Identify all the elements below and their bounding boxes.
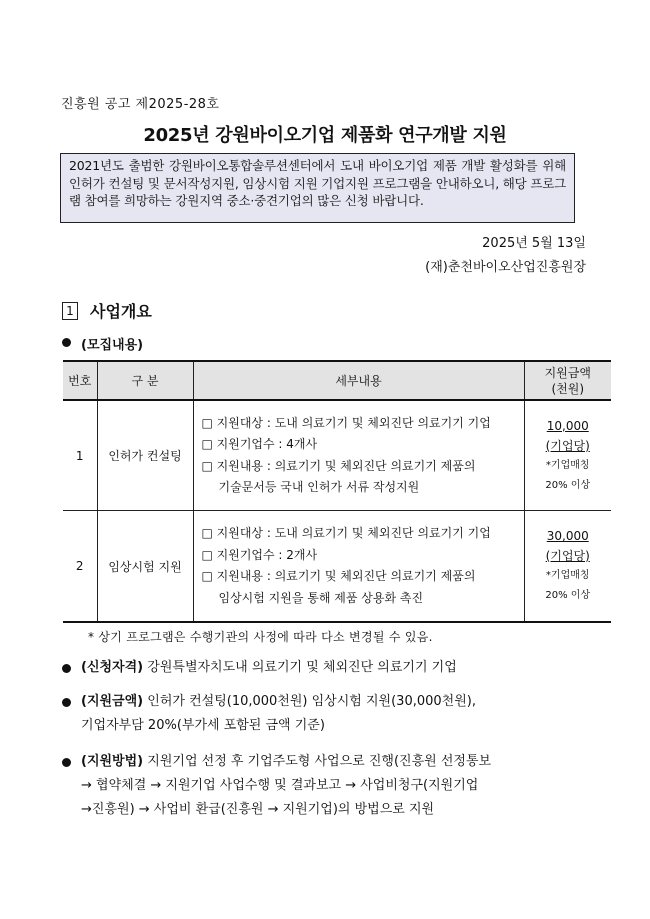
amount-unit: (기업당) — [545, 438, 590, 453]
row-details — [193, 400, 524, 511]
table-footnote: * 상기 프로그램은 수행기관의 사정에 따라 다소 변경될 수 있음. — [88, 630, 433, 644]
page-title: 2025년 강원바이오기업 제품화 연구개발 지원 — [143, 125, 507, 146]
table-row — [63, 511, 611, 623]
match-value: 20% 이상 — [545, 479, 591, 491]
table-header-row — [63, 361, 611, 400]
support-method-item — [62, 750, 491, 822]
detail-content: □ 지원내용 : 의료기기 및 체외진단 의료기기 제품의 — [201, 458, 476, 473]
match-label: *기업매칭 — [545, 570, 590, 581]
header-amount-line2: (천원) — [551, 381, 585, 396]
support-amount-line1: 인허가 컨설팅(10,000천원) 임상시험 지원(30,000천원), — [147, 694, 476, 709]
detail-content-cont: 임상시험 지원을 통해 제품 상용화 촉진 — [218, 590, 424, 605]
program-table — [63, 360, 611, 623]
eligibility-label: (신청자격) — [81, 660, 144, 675]
detail-count: □ 지원기업수 : 2개사 — [201, 547, 318, 562]
organization-name: (재)춘천바이오산업진흥원장 — [425, 260, 586, 275]
bullet-icon — [62, 664, 71, 673]
detail-target: □ 지원대상 : 도내 의료기기 및 체외진단 의료기기 기업 — [201, 526, 491, 540]
section-number-box: 1 — [62, 302, 78, 320]
notice-number: 진흥원 공고 제2025-28호 — [61, 97, 220, 112]
header-no: 번호 — [63, 361, 97, 400]
recruit-heading-row — [62, 334, 143, 353]
recruit-heading: (모집내용) — [81, 338, 144, 353]
intro-box: 2021년도 출범한 강원바이오통합솔루션센터에서 도내 바이오기업 제품 개발 활성화를 위해 인허가 컨설팅 및 문서작성지원, 임상시험 지원 기업지원 프로그램을 안내하오니, 해당 프로그램 참여를 희망하는 강원지역 중소·중견기업의 많은 신청 바랍니다. — [60, 153, 575, 223]
eligibility-text: 강원특별자치도내 의료기기 및 체외진단 의료기기 기업 — [147, 660, 457, 675]
row-category: 인허가 컨설팅 — [97, 400, 193, 511]
row-category: 임상시험 지원 — [97, 511, 193, 623]
amount-unit: (기업당) — [545, 549, 590, 563]
amount-value: 30,000 — [546, 529, 589, 543]
header-amount — [524, 361, 611, 400]
row-amount — [524, 511, 611, 623]
support-method-line2: → 협약체결 → 지원기업 사업수행 및 결과보고 → 사업비청구(지원기업 — [81, 778, 479, 793]
eligibility-item — [62, 656, 457, 680]
support-amount-item — [62, 690, 476, 738]
row-number: 1 — [63, 400, 97, 511]
amount-value: 10,000 — [546, 418, 589, 433]
support-amount-label: (지원금액) — [81, 694, 144, 709]
support-method-line1: 지원기업 선정 후 기업주도형 사업으로 진행(진흥원 선정통보 — [147, 754, 492, 769]
row-amount — [524, 400, 611, 511]
table-row — [63, 400, 611, 511]
header-details: 세부내용 — [193, 361, 524, 400]
header-category: 구 분 — [97, 361, 193, 400]
support-method-label: (지원방법) — [81, 754, 144, 769]
row-number: 2 — [63, 511, 97, 623]
support-method-line3: →진흥원) → 사업비 환급(진흥원 → 지원기업)의 방법으로 지원 — [81, 802, 435, 817]
bullet-icon — [62, 338, 71, 347]
detail-target: □ 지원대상 : 도내 의료기기 및 체외진단 의료기기 기업 — [201, 415, 491, 430]
row-details — [193, 511, 524, 623]
match-value: 20% 이상 — [545, 590, 591, 601]
announcement-date: 2025년 5월 13일 — [482, 236, 586, 251]
section-title: 사업개요 — [90, 302, 152, 321]
support-amount-line2: 기업자부담 20%(부가세 포함된 금액 기준) — [81, 718, 325, 733]
match-label: *기업매칭 — [545, 459, 590, 471]
section-heading — [62, 299, 152, 322]
detail-content-cont: 기술문서등 국내 인허가 서류 작성지원 — [218, 480, 420, 494]
detail-count: □ 지원기업수 : 4개사 — [201, 437, 318, 451]
bullet-icon — [62, 758, 71, 767]
header-amount-line1: 지원금액 — [544, 365, 591, 380]
bullet-icon — [62, 698, 71, 707]
detail-content: □ 지원내용 : 의료기기 및 체외진단 의료기기 제품의 — [201, 569, 476, 583]
